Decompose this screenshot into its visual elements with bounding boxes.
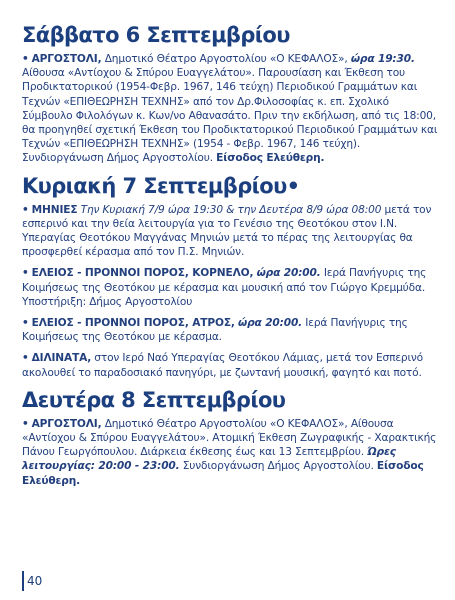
day-heading-saturday: Σάββατο 6 Σεπτεμβρίου — [22, 23, 290, 47]
bullet: • — [22, 203, 29, 216]
bullet: • — [22, 417, 29, 430]
event-text: μετά τον εσπερινό και την θεία λειτουργία για το Γενέσιο της Θεοτόκου στον Ι.Ν. Υπεραγίας Θεοτόκου Μαγγάνας Μηνιών μετά το πέρας της λειτουργίας θα προσφερθεί κέρασμα από τον Π.Σ. Μηνιών. — [22, 203, 432, 259]
day-heading-monday: Δευτέρα 8 Σεπτεμβρίου — [22, 387, 286, 412]
bullet: • — [22, 317, 29, 330]
footer-divider — [22, 571, 24, 591]
event-time: Την Κυριακή 7/9 ώρα 19:30 & την Δευτέρα 8/9 ώρα 08:00 — [80, 203, 382, 216]
event-entry — [22, 316, 442, 344]
event-entry — [22, 266, 442, 309]
event-text: Συνδιοργάνωση Δήμος Αργοστολίου. — [179, 460, 377, 473]
event-text: Δημοτικό Θέατρο Αργοστολίου «Ο ΚΕΦΑΛΟΣ», — [101, 53, 351, 65]
bullet: • — [22, 267, 29, 280]
event-text: Αίθουσα «Αντίοχου & Σπύρου Ευαγγελάτου». Παρουσίαση και Έκθεση του Προδικτατορικού (1954-Φεβρ. 1967, 146 τεύχη) Περιοδικού Γραμμάτων και Τεχνών «ΕΠΙΘΕΩΡΗΣΗ ΤΕΧΝΗΣ» από τον Δρ.Φιλοσοφίας κ. επ. Σχολικό Σύμβουλο Φιλολόγων κ. Κων/νο Αθανασάτο. Πριν την εκδήλωση, από τις 18:00, θα προηγηθεί σχετική Έκθεση του Προδικτατορικού Περιοδικού Γραμμάτων και Τεχνών «ΕΠΙΘΕΩΡΗΣΗ ΤΕΧΝΗΣ» (1954 - Φεβρ. 1967, 146 τεύχη). Συνδιοργάνωση Δήμος Αργοστολίου. — [22, 67, 438, 165]
event-place: ΑΡΓΟΣΤΟΛΙ, — [31, 417, 102, 430]
event-place: ΑΡΓΟΣΤΟΛΙ, — [31, 53, 102, 65]
event-text: Ιερά Πανήγυρις της Κοιμήσεως της Θεοτόκου με κέρασμα και μουσική από τον Γιώργο Κρεμμύδα. Υποστήριξη: Δήμος Αργοστολίου — [22, 267, 427, 308]
event-time: ώρα 19:30. — [350, 53, 415, 65]
event-text: στον Ιερό Ναό Υπεραγίας Θεοτόκου Λάμιας, μετά τον Εσπερινό ακολουθεί το παραδοσιακό πανηγύρι, με ζωντανή μουσική, φαγητό και ποτό. — [22, 352, 424, 379]
event-place: ΔΙΛΙΝΑΤΑ, — [31, 352, 92, 365]
bullet: • — [22, 53, 29, 65]
event-text: Ιερά Πανήγυρις της Κοιμήσεως της Θεοτόκου με κέρασμα. — [22, 317, 408, 344]
event-time: ώρα 20:00. — [238, 317, 303, 330]
event-entry — [22, 203, 442, 260]
day-heading-sunday: Κυριακή 7 Σεπτεμβρίου• — [22, 173, 300, 198]
free-entry-label: Είσοδος Ελεύθερη. — [216, 152, 325, 165]
page-number: 40 — [27, 574, 43, 588]
page-content — [22, 22, 442, 495]
event-entry — [22, 52, 442, 166]
event-place: ΜΗΝΙΕΣ — [31, 203, 78, 216]
free-entry-label: Είσοδος Ελεύθερη. — [22, 460, 424, 487]
event-place: ΕΛΕΙΟΣ - ΠΡΟΝΝΟΙ ΠΟΡΟΣ, ΑΤΡΟΣ, — [31, 317, 235, 330]
event-entry — [22, 351, 442, 379]
event-place: ΕΛΕΙΟΣ - ΠΡΟΝΝΟΙ ΠΟΡΟΣ, ΚΟΡΝΕΛΟ, — [31, 267, 254, 280]
event-text: Δημοτικό Θέατρο Αργοστολίου «Ο ΚΕΦΑΛΟΣ», Αίθουσα «Αντίοχου & Σπύρου Ευαγγελάτου». Ατομική Έκθεση Ζωγραφικής - Χαρακτικής Πάνου Γεωργόπουλου. Διάρκεια έκθεσης έως και 13 Σεπτεμβρίου. — [22, 417, 437, 459]
event-time: Ώρες λειτουργίας: 20:00 - 23:00. — [22, 446, 396, 473]
event-time: ώρα 20:00. — [256, 267, 321, 280]
bullet: • — [22, 352, 29, 365]
event-entry — [22, 417, 442, 488]
